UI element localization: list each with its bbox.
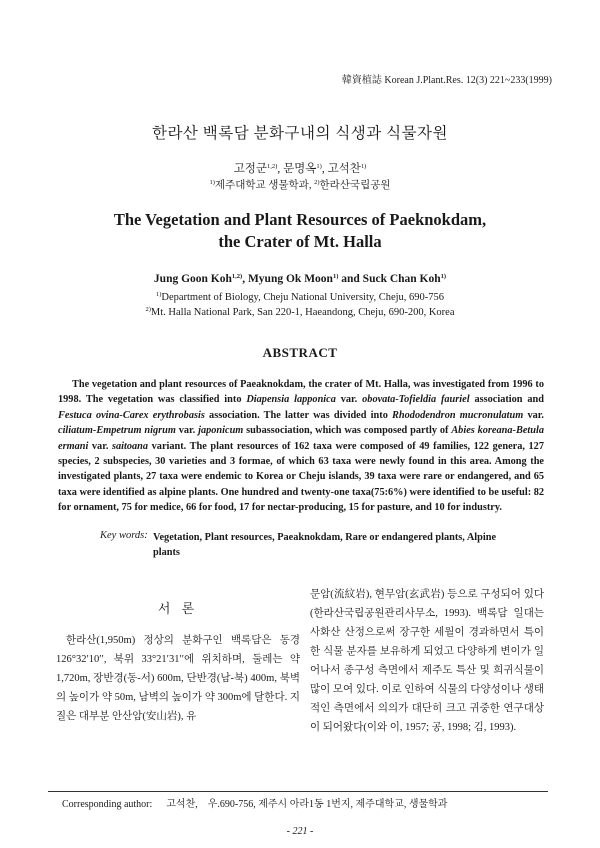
author-affiliation-mark: 1)	[316, 163, 322, 170]
abstract-segment: var.	[88, 440, 112, 452]
english-authors	[0, 273, 600, 285]
author-affiliation-mark: 1,2)	[231, 273, 243, 280]
english-title-line-1: The Vegetation and Plant Resources of Paeknokdam,	[113, 210, 487, 229]
korean-title: 한라산 백록담 분화구내의 식생과 식물자원	[151, 125, 448, 142]
abstract-segment: The vegetation and plant resources of Paeaknokdam, the crater of Mt. Halla, was investigated from 1996 to 1998. The vegetation was classified into	[58, 379, 544, 406]
author-separator: ,	[242, 273, 248, 285]
page-number: - 221 -	[286, 826, 314, 837]
affiliation	[0, 305, 600, 320]
keywords-text: Vegetation, Plant resources, Paeaknokdam, Rare or endangered plants, Alpine plants	[153, 532, 497, 558]
body-left-column: 한라산(1,950m) 정상의 분화구인 백록담은 동경 126°32′10′′, 북위 33°21′31′′에 위치하며, 둘레는 약 1,720m, 장반경(동-서) 600m, 단반경(남-북) 400m, 북벽의 높이가 약 50m, 남벽의 높이가 약 300m에 달한다. 지질은 대부분 안산암(安山岩), 유	[56, 635, 300, 722]
footnote-label: Corresponding author:	[62, 799, 153, 810]
keywords-label: Key words:	[100, 530, 148, 541]
taxon-name: Rhododendron mucronulatum	[392, 409, 524, 421]
abstract-segment: var.	[523, 409, 544, 421]
footnote-divider	[48, 791, 548, 792]
korean-authors	[0, 160, 600, 176]
taxon-name: ciliatum-Empetrum nigrum	[58, 425, 176, 437]
abstract-heading: ABSTRACT	[262, 345, 338, 360]
footnote-author: 고석찬,	[166, 799, 198, 810]
taxon-name: japonicum	[198, 425, 244, 437]
affiliation-mark: 1)	[155, 291, 162, 298]
taxon-name: Diapensia lapponica	[246, 394, 336, 406]
footnote	[62, 795, 447, 810]
author-name: Jung Goon Koh	[153, 273, 232, 285]
affiliation-text: Mt. Halla National Park, San 220-1, Haeandong, Cheju, 690-200, Korea	[150, 307, 455, 318]
author-affiliation-mark: 1,2)	[267, 163, 278, 170]
author-affiliation-mark: 1)	[332, 273, 339, 280]
affiliation-mark: 2)	[314, 179, 320, 186]
author-separator: ,	[277, 163, 284, 175]
english-title	[0, 209, 600, 253]
abstract-text	[58, 377, 544, 516]
affiliation-text: 제주대학교 생물학과,	[214, 180, 312, 191]
author-name: 문명옥	[283, 163, 317, 175]
body-right-column: 문암(流紋岩), 현무암(玄武岩) 등으로 구성되어 있다(한라산국립공원관리사무소, 1993). 백록담 일대는 사화산 산정으로써 장구한 세월이 경과하면서 특이한 식물 분자를 보유하게 되었고 다양하게 변이가 일어나서 종구성 측면에서 제주도 특산 및 희귀식물이 많이 모여 있다. 이로 인하여 식물의 다양성이나 생태적인 측면에서 의의가 대단히 크고 귀중한 연구대상이 되어왔다(이와 이, 1957; 공, 1998; 김, 1993).	[310, 589, 545, 733]
author-separator: ,	[321, 163, 328, 175]
affiliation	[0, 290, 600, 305]
journal-citation: 韓資植誌 Korean J.Plant.Res. 12(3) 221~233(1999)	[341, 75, 552, 86]
author-name: Myung Ok Moon	[247, 273, 333, 285]
korean-affiliations	[0, 177, 600, 192]
affiliation-mark: 1)	[209, 179, 215, 186]
taxon-name: Festuca ovina-Carex erythrobasis	[58, 409, 205, 421]
taxon-name: Abies koreana-Betula ermani	[58, 425, 544, 452]
affiliation-text: 한라산국립공원	[319, 180, 391, 191]
affiliation	[314, 180, 390, 191]
author-separator: and	[338, 273, 363, 285]
abstract-segment: var.	[175, 425, 199, 437]
author-name: 고석찬	[327, 163, 361, 175]
author-affiliation-mark: 1)	[360, 163, 367, 170]
author-affiliation-mark: 1)	[440, 273, 447, 280]
footnote-address: 우.690-756, 제주시 아라1동 1번지, 제주대학교, 생물학과	[207, 799, 448, 810]
abstract-segment: association and	[469, 394, 544, 406]
abstract-segment: variant. The plant resources of 162 taxa were composed of 49 families, 122 genera, 127 species, 2 subspecies, 30 varieties and 3 formae, of which 63 taxa were newly found in this area. Among the investigated plants, 27 taxa were endemic to Korea or Cheju islands, 39 taxa were rare or endangered, and 65 taxa were identified as alpine plants. One hundred and twenty-one taxa(75:6%) were identified to be useful: 82 for ornament, 75 for medice, 66 for food, 17 for nectar-producing, 15 for pasture, and 10 for industry.	[58, 440, 544, 514]
section-heading-introduction: 서 론	[157, 601, 199, 616]
author-name: 고정군	[233, 163, 268, 175]
english-title-line-2: the Crater of Mt. Halla	[218, 232, 382, 251]
taxon-name: obovata-Tofieldia fauriel	[362, 394, 470, 406]
affiliation-mark: 2)	[145, 306, 151, 313]
affiliation-text: Department of Biology, Cheju National University, Cheju, 690-756	[161, 292, 445, 303]
affiliation	[209, 180, 311, 191]
abstract-segment: var.	[335, 394, 363, 406]
english-affiliations	[0, 290, 600, 320]
taxon-name: saitoana	[112, 440, 149, 452]
abstract-segment: subassociation, which was composed partly of	[243, 425, 452, 437]
author-name: Suck Chan Koh	[362, 273, 441, 285]
abstract-segment: association. The latter was divided into	[204, 409, 393, 421]
